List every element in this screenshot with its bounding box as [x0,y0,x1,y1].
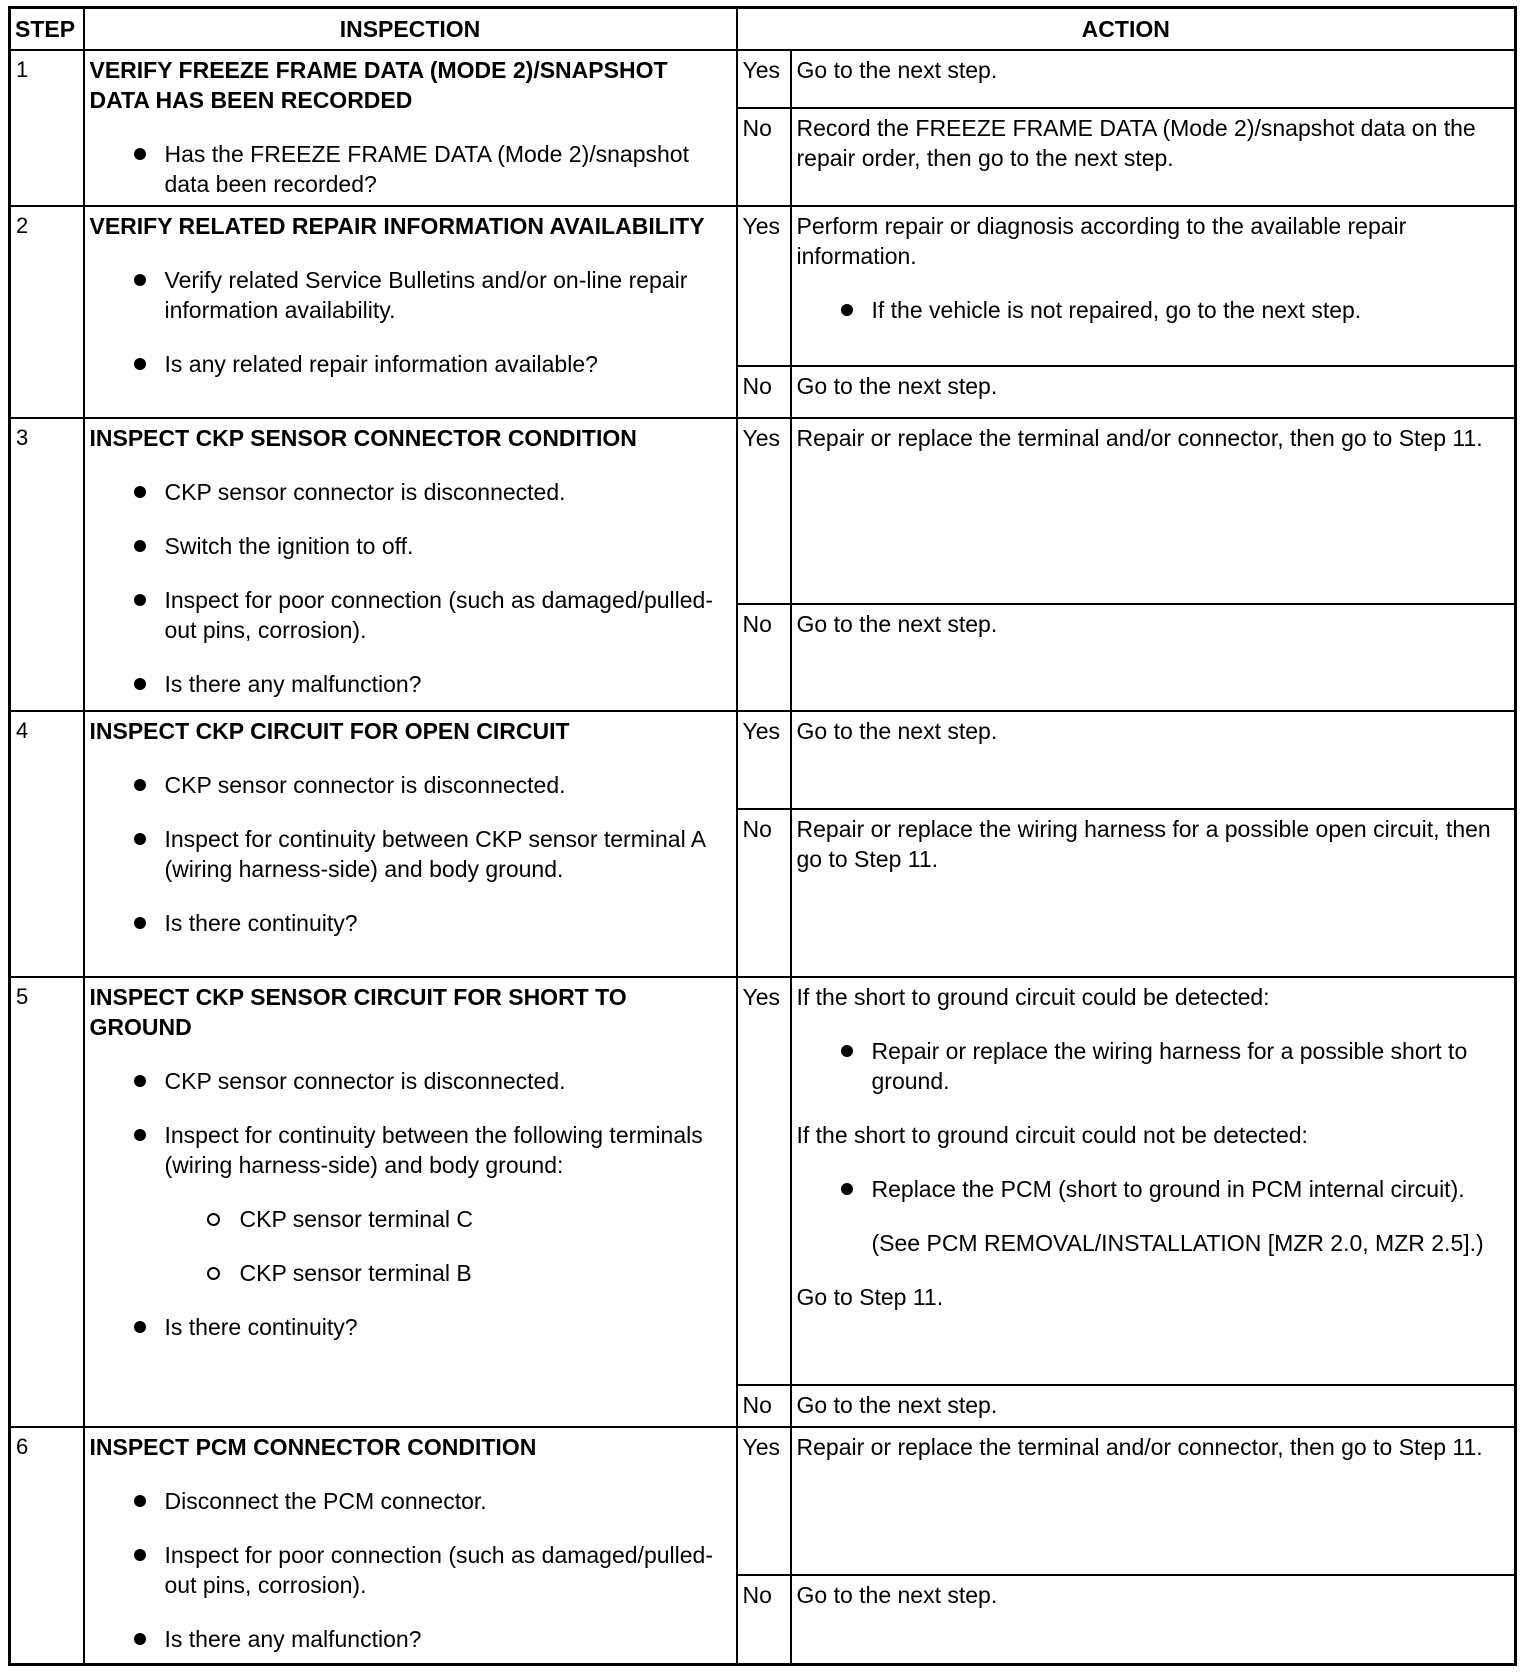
step-title: INSPECT PCM CONNECTOR CONDITION [89,1434,537,1460]
bullet-item: CKP sensor connector is disconnected. [90,770,731,800]
header-inspection: INSPECTION [84,8,737,51]
action-bullet-item: Repair or replace the wiring harness for a possible short to ground. [797,1036,1510,1096]
step-title: VERIFY RELATED REPAIR INFORMATION AVAILABILITY [89,213,705,239]
inspection-bullets [90,477,731,699]
sub-bullets [165,1204,731,1288]
bullet-item: Inspect for poor connection (such as damaged/pulled-out pins, corrosion). [90,585,731,645]
inspection-cell [84,711,737,977]
step-row-5-yes [10,977,1516,1385]
yes-action-cell [791,206,1516,366]
no-action: Record the FREEZE FRAME DATA (Mode 2)/snapshot data on the repair order, then go to the next step. [791,108,1516,206]
bullet-item [90,1120,731,1288]
action-bullet-item: Replace the PCM (short to ground in PCM internal circuit). [797,1174,1510,1204]
yes-action-paragraph: If the short to ground circuit could be detected: [796,984,1270,1010]
no-label: No [737,809,791,977]
yes-label: Yes [737,50,791,108]
bullet-item: CKP sensor connector is disconnected. [90,477,731,507]
bullet-item: Disconnect the PCM connector. [90,1486,731,1516]
yes-action: Go to the next step. [791,50,1516,108]
sub-bullet-item: CKP sensor terminal B [165,1258,731,1288]
step-number: 5 [10,977,84,1427]
action-bullets [797,1174,1510,1204]
step-row-2-yes [10,206,1516,366]
step-row-6-yes [10,1427,1516,1575]
action-bullet-item: If the vehicle is not repaired, go to the next step. [797,295,1510,325]
no-label: No [737,1385,791,1427]
action-bullets [797,295,1510,325]
step-row-3-yes [10,418,1516,604]
bullet-item: Is there continuity? [90,908,731,938]
inspection-cell [84,418,737,711]
no-label: No [737,366,791,418]
inspection-cell [84,1427,737,1665]
step-number: 6 [10,1427,84,1665]
step-title: INSPECT CKP SENSOR CIRCUIT FOR SHORT TO GROUND [89,984,627,1040]
inspection-bullets [90,1486,731,1654]
step-title: VERIFY FREEZE FRAME DATA (MODE 2)/SNAPSHOT DATA HAS BEEN RECORDED [89,57,668,113]
bullet-item: Inspect for continuity between CKP sensor terminal A (wiring harness-side) and body ground. [90,824,731,884]
yes-action: Repair or replace the terminal and/or connector, then go to Step 11. [791,418,1516,604]
bullet-item: Is any related repair information available? [90,349,731,379]
inspection-bullets [90,139,731,199]
yes-action: Perform repair or diagnosis according to the available repair information. [796,213,1407,269]
inspection-bullets [90,770,731,938]
bullet-item: Verify related Service Bulletins and/or on-line repair information availability. [90,265,731,325]
yes-action-cell [791,977,1516,1385]
step-row-1-yes [10,50,1516,108]
header-action: ACTION [737,8,1516,51]
step-title: INSPECT CKP CIRCUIT FOR OPEN CIRCUIT [89,718,570,744]
step-number: 3 [10,418,84,711]
no-action: Go to the next step. [791,366,1516,418]
yes-label: Yes [737,711,791,809]
bullet-item: Is there any malfunction? [90,1624,731,1654]
step-row-4-yes [10,711,1516,809]
yes-label: Yes [737,206,791,366]
step-number: 2 [10,206,84,418]
header-row [10,8,1516,51]
bullet-item: Has the FREEZE FRAME DATA (Mode 2)/snapshot data been recorded? [90,139,731,199]
no-label: No [737,108,791,206]
header-step: STEP [10,8,84,51]
no-label: No [737,1575,791,1665]
diagnostic-procedure-table [8,6,1517,1666]
action-bullets [797,1036,1510,1096]
yes-label: Yes [737,418,791,604]
yes-action-paragraph: If the short to ground circuit could not be detected: [796,1122,1308,1148]
yes-action: Go to the next step. [791,711,1516,809]
see-reference: (See PCM REMOVAL/INSTALLATION [MZR 2.0, MZR 2.5].) [871,1230,1484,1256]
yes-label: Yes [737,977,791,1385]
yes-action: Repair or replace the terminal and/or connector, then go to Step 11. [791,1427,1516,1575]
inspection-cell [84,977,737,1427]
step-number: 4 [10,711,84,977]
no-label: No [737,604,791,711]
yes-action-paragraph: Go to Step 11. [796,1284,944,1310]
bullet-item: Inspect for poor connection (such as damaged/pulled-out pins, corrosion). [90,1540,731,1600]
step-title: INSPECT CKP SENSOR CONNECTOR CONDITION [89,425,637,451]
bullet-item: Is there any malfunction? [90,669,731,699]
inspection-cell [84,50,737,206]
yes-label: Yes [737,1427,791,1575]
bullet-item: CKP sensor connector is disconnected. [90,1066,731,1096]
bullet-text: Inspect for continuity between the following terminals (wiring harness-side) and body ground: [164,1122,703,1178]
no-action: Repair or replace the wiring harness for a possible open circuit, then go to Step 11. [791,809,1516,977]
no-action: Go to the next step. [791,1385,1516,1427]
sub-bullet-item: CKP sensor terminal C [165,1204,731,1234]
inspection-bullets [90,265,731,379]
bullet-item: Is there continuity? [90,1312,731,1342]
bullet-item: Switch the ignition to off. [90,531,731,561]
inspection-cell [84,206,737,418]
no-action: Go to the next step. [791,1575,1516,1665]
step-number: 1 [10,50,84,206]
no-action: Go to the next step. [791,604,1516,711]
inspection-bullets [90,1066,731,1342]
